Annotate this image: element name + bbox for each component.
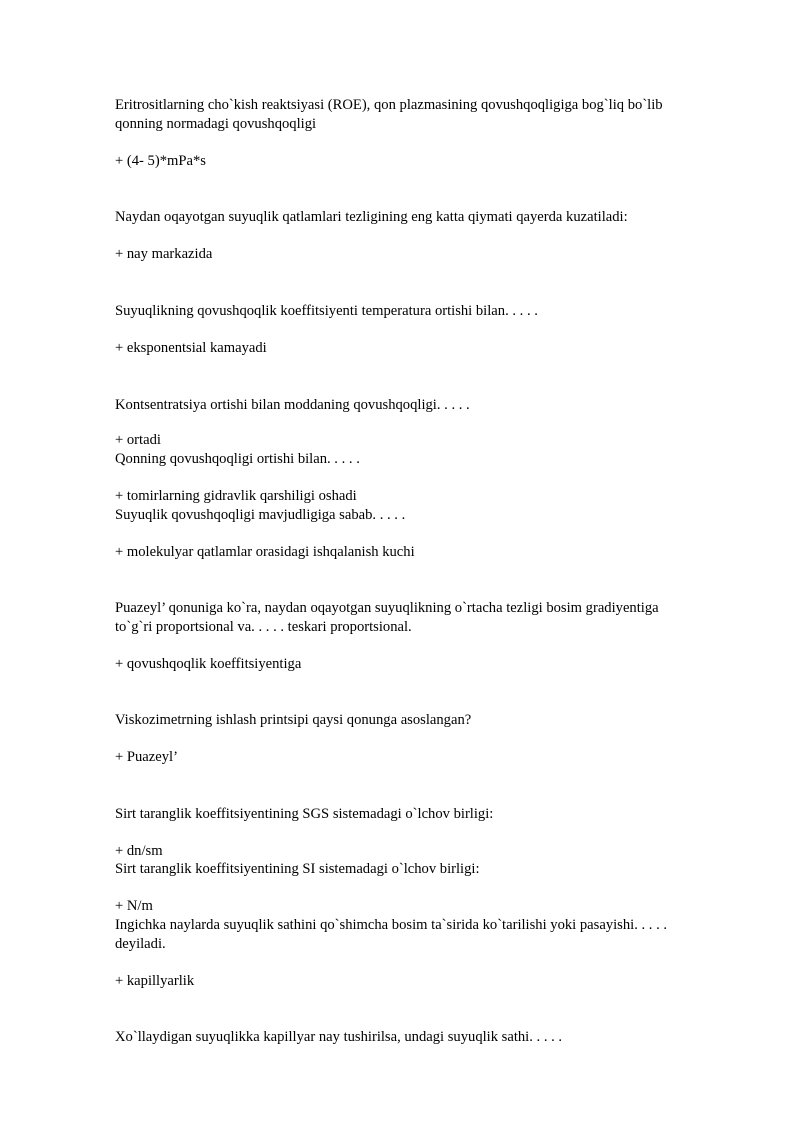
question-viscometer: Viskozimetrning ishlash printsipi qaysi qonunga asoslangan? — [115, 712, 472, 728]
answer-viscosity-concentration: + ortadi — [115, 432, 161, 448]
question-roe-line-2: qonning normadagi qovushqoqligi — [115, 116, 317, 132]
question-max-velocity: Naydan oqayotgan suyuqlik qatlamlari tezligining eng katta qiymati qayerda kuzatiladi: — [115, 209, 628, 225]
answer-surface-tension-si: + N/m — [115, 898, 153, 914]
question-surface-tension-sgs: Sirt taranglik koeffitsiyentining SGS sistemadagi o`lchov birligi: — [115, 806, 494, 822]
question-roe-line-1: Eritrositlarning cho`kish reaktsiyasi (ROE), qon plazmasining qovushqoqligiga bog`liq bo`lib — [115, 97, 663, 113]
answer-max-velocity: + nay markazida — [115, 246, 213, 262]
question-viscosity-concentration: Kontsentratsiya ortishi bilan moddaning qovushqoqligi. . . . . — [115, 397, 470, 413]
question-poiseuille-line-2: to`g`ri proportsional va. . . . . teskari proportsional. — [115, 619, 412, 635]
answer-viscosity-temperature: + eksponentsial kamayadi — [115, 340, 267, 356]
question-blood-viscosity: Qonning qovushqoqligi ortishi bilan. . . . . — [115, 451, 360, 467]
question-capillarity-line-1: Ingichka naylarda suyuqlik sathini qo`shimcha bosim ta`sirida ko`tarilishi yoki pasayishi. . . . . — [115, 917, 668, 933]
question-viscosity-temperature: Suyuqlikning qovushqoqlik koeffitsiyenti temperatura ortishi bilan. . . . . — [115, 303, 538, 319]
answer-viscosity-cause: + molekulyar qatlamlar orasidagi ishqalanish kuchi — [115, 544, 415, 560]
question-viscosity-cause: Suyuqlik qovushqoqligi mavjudligiga sabab. . . . . — [115, 507, 406, 523]
question-surface-tension-si: Sirt taranglik koeffitsiyentining SI sistemadagi o`lchov birligi: — [115, 861, 480, 877]
question-capillarity-line-2: deyiladi. — [115, 936, 166, 952]
answer-roe: + (4- 5)*mPa*s — [115, 153, 206, 169]
question-wetting-liquid: Xo`llaydigan suyuqlikka kapillyar nay tushirilsa, undagi suyuqlik sathi. . . . . — [115, 1029, 563, 1045]
answer-capillarity: + kapillyarlik — [115, 973, 195, 989]
answer-surface-tension-sgs: + dn/sm — [115, 843, 163, 859]
question-poiseuille-line-1: Puazeyl’ qonuniga ko`ra, naydan oqayotgan suyuqlikning o`rtacha tezligi bosim gradiyentiga — [115, 600, 659, 616]
answer-poiseuille: + qovushqoqlik koeffitsiyentiga — [115, 656, 302, 672]
answer-viscometer: + Puazeyl’ — [115, 749, 178, 765]
answer-blood-viscosity: + tomirlarning gidravlik qarshiligi oshadi — [115, 488, 357, 504]
